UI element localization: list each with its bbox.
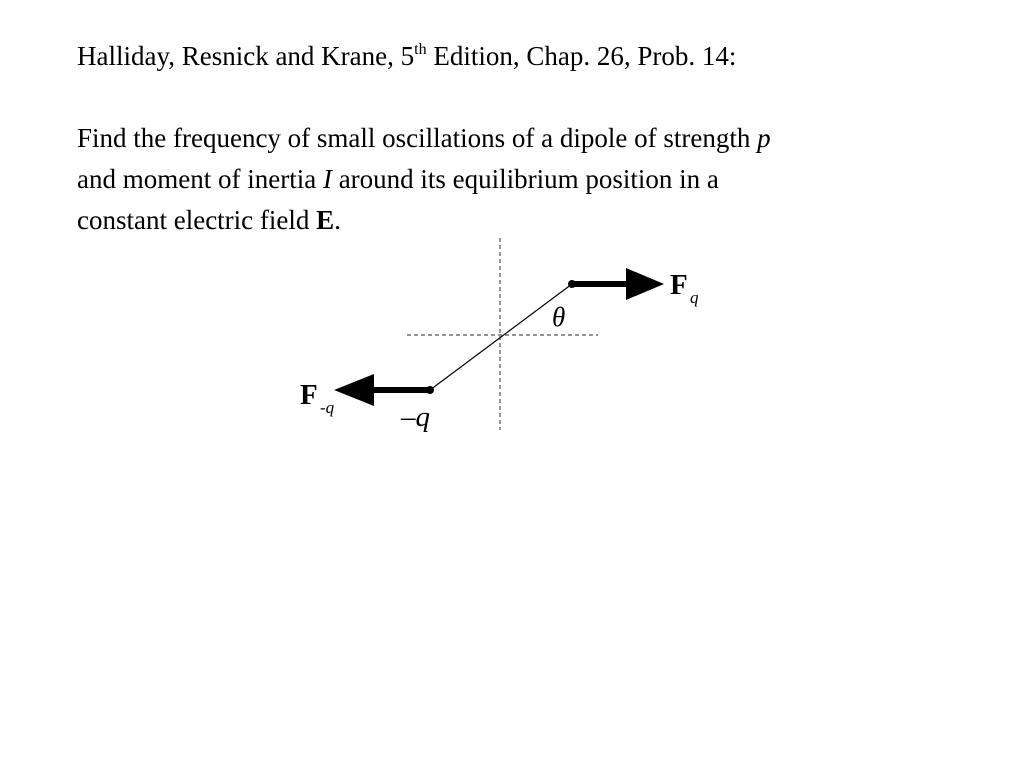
- problem-text-3-end: .: [334, 205, 341, 235]
- force-positive-subscript: q: [690, 288, 699, 307]
- negative-charge-dot: [426, 386, 434, 394]
- force-positive-arrowhead: [626, 268, 664, 300]
- var-p: p: [757, 123, 771, 153]
- force-positive-label: F: [670, 269, 688, 301]
- problem-text-2b: around its equilibrium position in a: [331, 164, 719, 194]
- positive-charge-dot: [568, 280, 576, 288]
- force-negative-subscript: -q: [320, 398, 335, 417]
- var-E: E: [316, 205, 335, 235]
- citation-prefix: Halliday, Resnick and Krane, 5: [77, 41, 415, 71]
- problem-text-1: Find the frequency of small oscillations of a dipole of strength: [77, 123, 758, 153]
- citation-suffix: Edition, Chap. 26, Prob. 14:: [426, 41, 737, 71]
- problem-text-2a: and moment of inertia: [77, 164, 323, 194]
- angle-theta-label: θ: [552, 302, 566, 332]
- force-negative-arrowhead: [334, 374, 374, 406]
- citation-superscript: th: [414, 41, 427, 58]
- problem-text-3: constant electric field: [77, 205, 317, 235]
- force-negative-label: F: [300, 379, 318, 411]
- var-I: I: [322, 164, 332, 194]
- dipole-axis: [430, 284, 572, 390]
- negative-charge-label: –q: [401, 401, 430, 433]
